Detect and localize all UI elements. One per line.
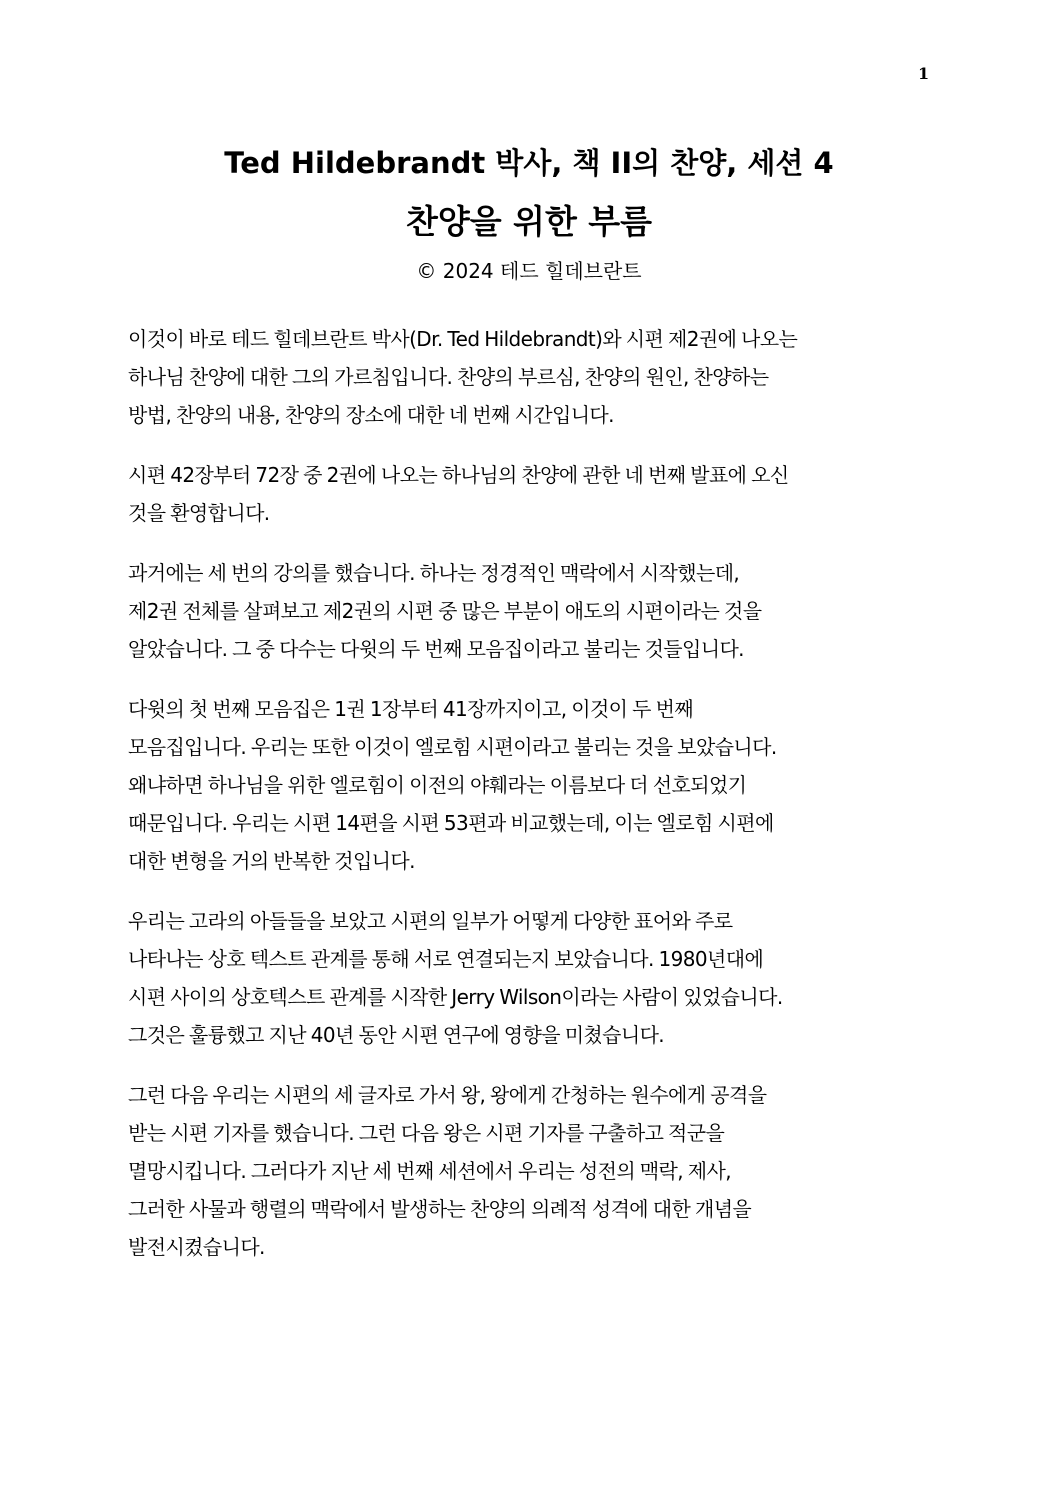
text-line: 나타나는 상호 텍스트 관계를 통해 서로 연결되는지 보았습니다. 1980년대에 xyxy=(128,947,764,971)
text-line: 방법, 찬양의 내용, 찬양의 장소에 대한 네 번째 시간입니다. xyxy=(128,403,614,427)
text-line: 그런 다음 우리는 시편의 세 글자로 가서 왕, 왕에게 간청하는 원수에게 공격을 xyxy=(128,1083,767,1107)
paragraph-3 xyxy=(128,554,928,668)
copyright-notice: © 2024 테드 힐데브란트 xyxy=(416,259,642,283)
paragraph-2 xyxy=(128,456,928,532)
text-line: 대한 변형을 거의 반복한 것입니다. xyxy=(128,849,415,873)
text-line: 시편 42장부터 72장 중 2권에 나오는 하나님의 찬양에 관한 네 번째 발표에 오신 xyxy=(128,463,789,487)
paragraph-6 xyxy=(128,1076,928,1266)
text-line: 왜냐하면 하나님을 위한 엘로힘이 이전의 야훼라는 이름보다 더 선호되었기 xyxy=(128,773,747,797)
text-line: 그것은 훌륭했고 지난 40년 동안 시편 연구에 영향을 미쳤습니다. xyxy=(128,1023,665,1047)
text-line: 다윗의 첫 번째 모음집은 1권 1장부터 41장까지이고, 이것이 두 번째 xyxy=(128,697,694,721)
text-line: 때문입니다. 우리는 시편 14편을 시편 53편과 비교했는데, 이는 엘로힘 시편에 xyxy=(128,811,774,835)
text-line: 하나님 찬양에 대한 그의 가르침입니다. 찬양의 부르심, 찬양의 원인, 찬양하는 xyxy=(128,365,769,389)
text-line: 시편 사이의 상호텍스트 관계를 시작한 Jerry Wilson이라는 사람이 있었습니다. xyxy=(128,985,783,1009)
page-number: 1 xyxy=(918,64,930,83)
document-body xyxy=(128,320,928,1288)
text-line: 모음집입니다. 우리는 또한 이것이 엘로힘 시편이라고 불리는 것을 보았습니다. xyxy=(128,735,777,759)
paragraph-4 xyxy=(128,690,928,880)
text-line: 받는 시편 기자를 했습니다. 그런 다음 왕은 시편 기자를 구출하고 적군을 xyxy=(128,1121,725,1145)
text-line: 우리는 고라의 아들들을 보았고 시편의 일부가 어떻게 다양한 표어와 주로 xyxy=(128,909,733,933)
paragraph-1 xyxy=(128,320,928,434)
text-line: 제2권 전체를 살펴보고 제2권의 시편 중 많은 부분이 애도의 시편이라는 것을 xyxy=(128,599,762,623)
text-line: 이것이 바로 테드 힐데브란트 박사(Dr. Ted Hildebrandt)와 시편 제2권에 나오는 xyxy=(128,327,798,351)
text-line: 그러한 사물과 행렬의 맥락에서 발생하는 찬양의 의례적 성격에 대한 개념을 xyxy=(128,1197,752,1221)
text-line: 알았습니다. 그 중 다수는 다윗의 두 번째 모음집이라고 불리는 것들입니다. xyxy=(128,637,744,661)
text-line: 것을 환영합니다. xyxy=(128,501,270,525)
text-line: 멸망시킵니다. 그러다가 지난 세 번째 세션에서 우리는 성전의 맥락, 제사, xyxy=(128,1159,731,1183)
text-line: 과거에는 세 번의 강의를 했습니다. 하나는 정경적인 맥락에서 시작했는데, xyxy=(128,561,740,585)
paragraph-5 xyxy=(128,902,928,1054)
document-title: Ted Hildebrandt 박사, 책 II의 찬양, 세션 4 xyxy=(224,146,834,180)
text-line: 발전시켰습니다. xyxy=(128,1235,265,1259)
document-subtitle: 찬양을 위한 부름 xyxy=(405,202,653,241)
